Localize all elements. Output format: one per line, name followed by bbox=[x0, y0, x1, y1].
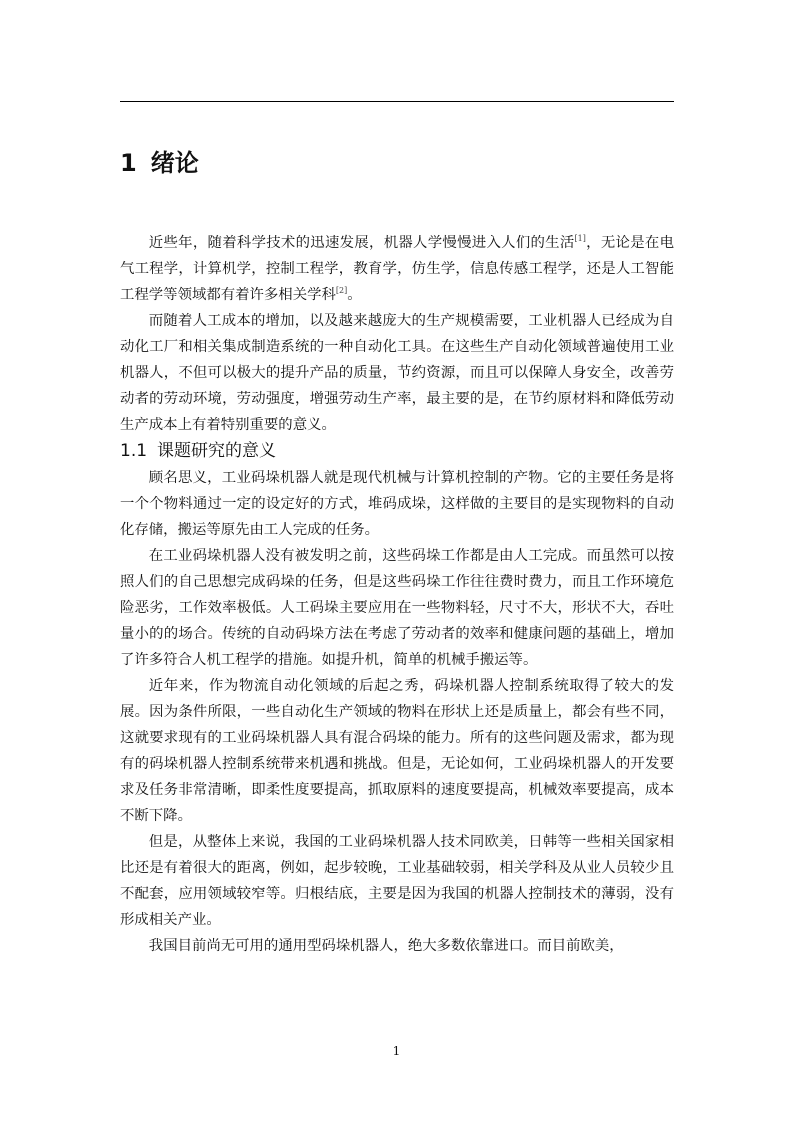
page-number: 1 bbox=[392, 1044, 401, 1058]
paragraph-1-text-c: 。 bbox=[347, 287, 362, 303]
paragraph-4: 在工业码垛机器人没有被发明之前，这些码垛工作都是由人工完成。而虽然可以按照人们的自己思想完成码垛的任务，但是这些码垛工作往往费时费力，而且工作环境危险恶劣，工作效率极低。人工码垛主要应用在一些物料轻，尺寸不大，形状不大，吞吐量小的的场合。传统的自动码垛方法在考虑了劳动者的效率和健康问题的基础上，增加了许多符合人机工程学的措施。如提升机，简单的机械手搬运等。 bbox=[120, 548, 674, 668]
section-number: 1.1 bbox=[120, 441, 148, 461]
paragraph-6: 但是，从整体上来说，我国的工业码垛机器人技术同欧美，日韩等一些相关国家相比还是有着很大的距离，例如，起步较晚，工业基础较弱，相关学科及从业人员较少且不配套，应用领域较窄等。归根结底，主要是因为我国的机器人控制技术的薄弱，没有形成相关产业。 bbox=[120, 834, 674, 928]
paragraph-7: 我国目前尚无可用的通用型码垛机器人，绝大多数依靠进口。而目前欧美， bbox=[148, 938, 624, 954]
chapter-number: 1 bbox=[120, 149, 137, 177]
paragraph-2: 而随着人工成本的增加，以及越来越庞大的生产规模需要，工业机器人已经成为自动化工厂和相关集成制造系统的一种自动化工具。在这些生产自动化领域普遍使用工业机器人，不但可以极大的提升产品的质量，节约资源，而且可以保障人身安全，改善劳动者的劳动环境，劳动强度，增强劳动生产率，最主要的是，在节约原材料和降低劳动生产成本上有着特别重要的意义。 bbox=[120, 313, 674, 433]
paragraph-5: 近年来，作为物流自动化领域的后起之秀，码垛机器人控制系统取得了较大的发展。因为条件所限，一些自动化生产领域的物料在形状上还是质量上，都会有些不同，这就要求现有的工业码垛机器人具有混合码垛的能力。所有的这些问题及需求，都为现有的码垛机器人控制系统带来机遇和挑战。但是，无论如何，工业码垛机器人的开发要求及任务非常清晰，即柔性度要提高，抓取原料的速度要提高，机械效率要提高，成本不断下降。 bbox=[120, 678, 674, 824]
section-title: 课题研究的意义 bbox=[157, 441, 277, 461]
header-rule bbox=[120, 101, 674, 102]
citation-1: [1] bbox=[574, 234, 586, 244]
paragraph-1-text-b: ，无论是在电气工程学，计算机学，控制工程学，教育学，仿生学，信息传感工程学，还是人工智能工程学等领域都有着许多相关学科 bbox=[120, 235, 674, 303]
paragraph-3: 顾名思义，工业码垛机器人就是现代机械与计算机控制的产物。它的主要任务是将一个个物料通过一定的设定好的方式，堆码成垛，这样做的主要目的是实现物料的自动化存储，搬运等原先由工人完成的任务。 bbox=[120, 470, 674, 538]
citation-2: [2] bbox=[335, 286, 348, 296]
chapter-title bbox=[120, 148, 199, 178]
main-text bbox=[120, 230, 674, 959]
section-heading bbox=[120, 439, 674, 463]
paragraph-1 bbox=[120, 230, 674, 308]
paragraph-1-text-a: 近些年，随着科学技术的迅速发展，机器人学慢慢进入人们的生活 bbox=[148, 235, 575, 251]
chapter-title-text: 绪论 bbox=[150, 149, 199, 177]
